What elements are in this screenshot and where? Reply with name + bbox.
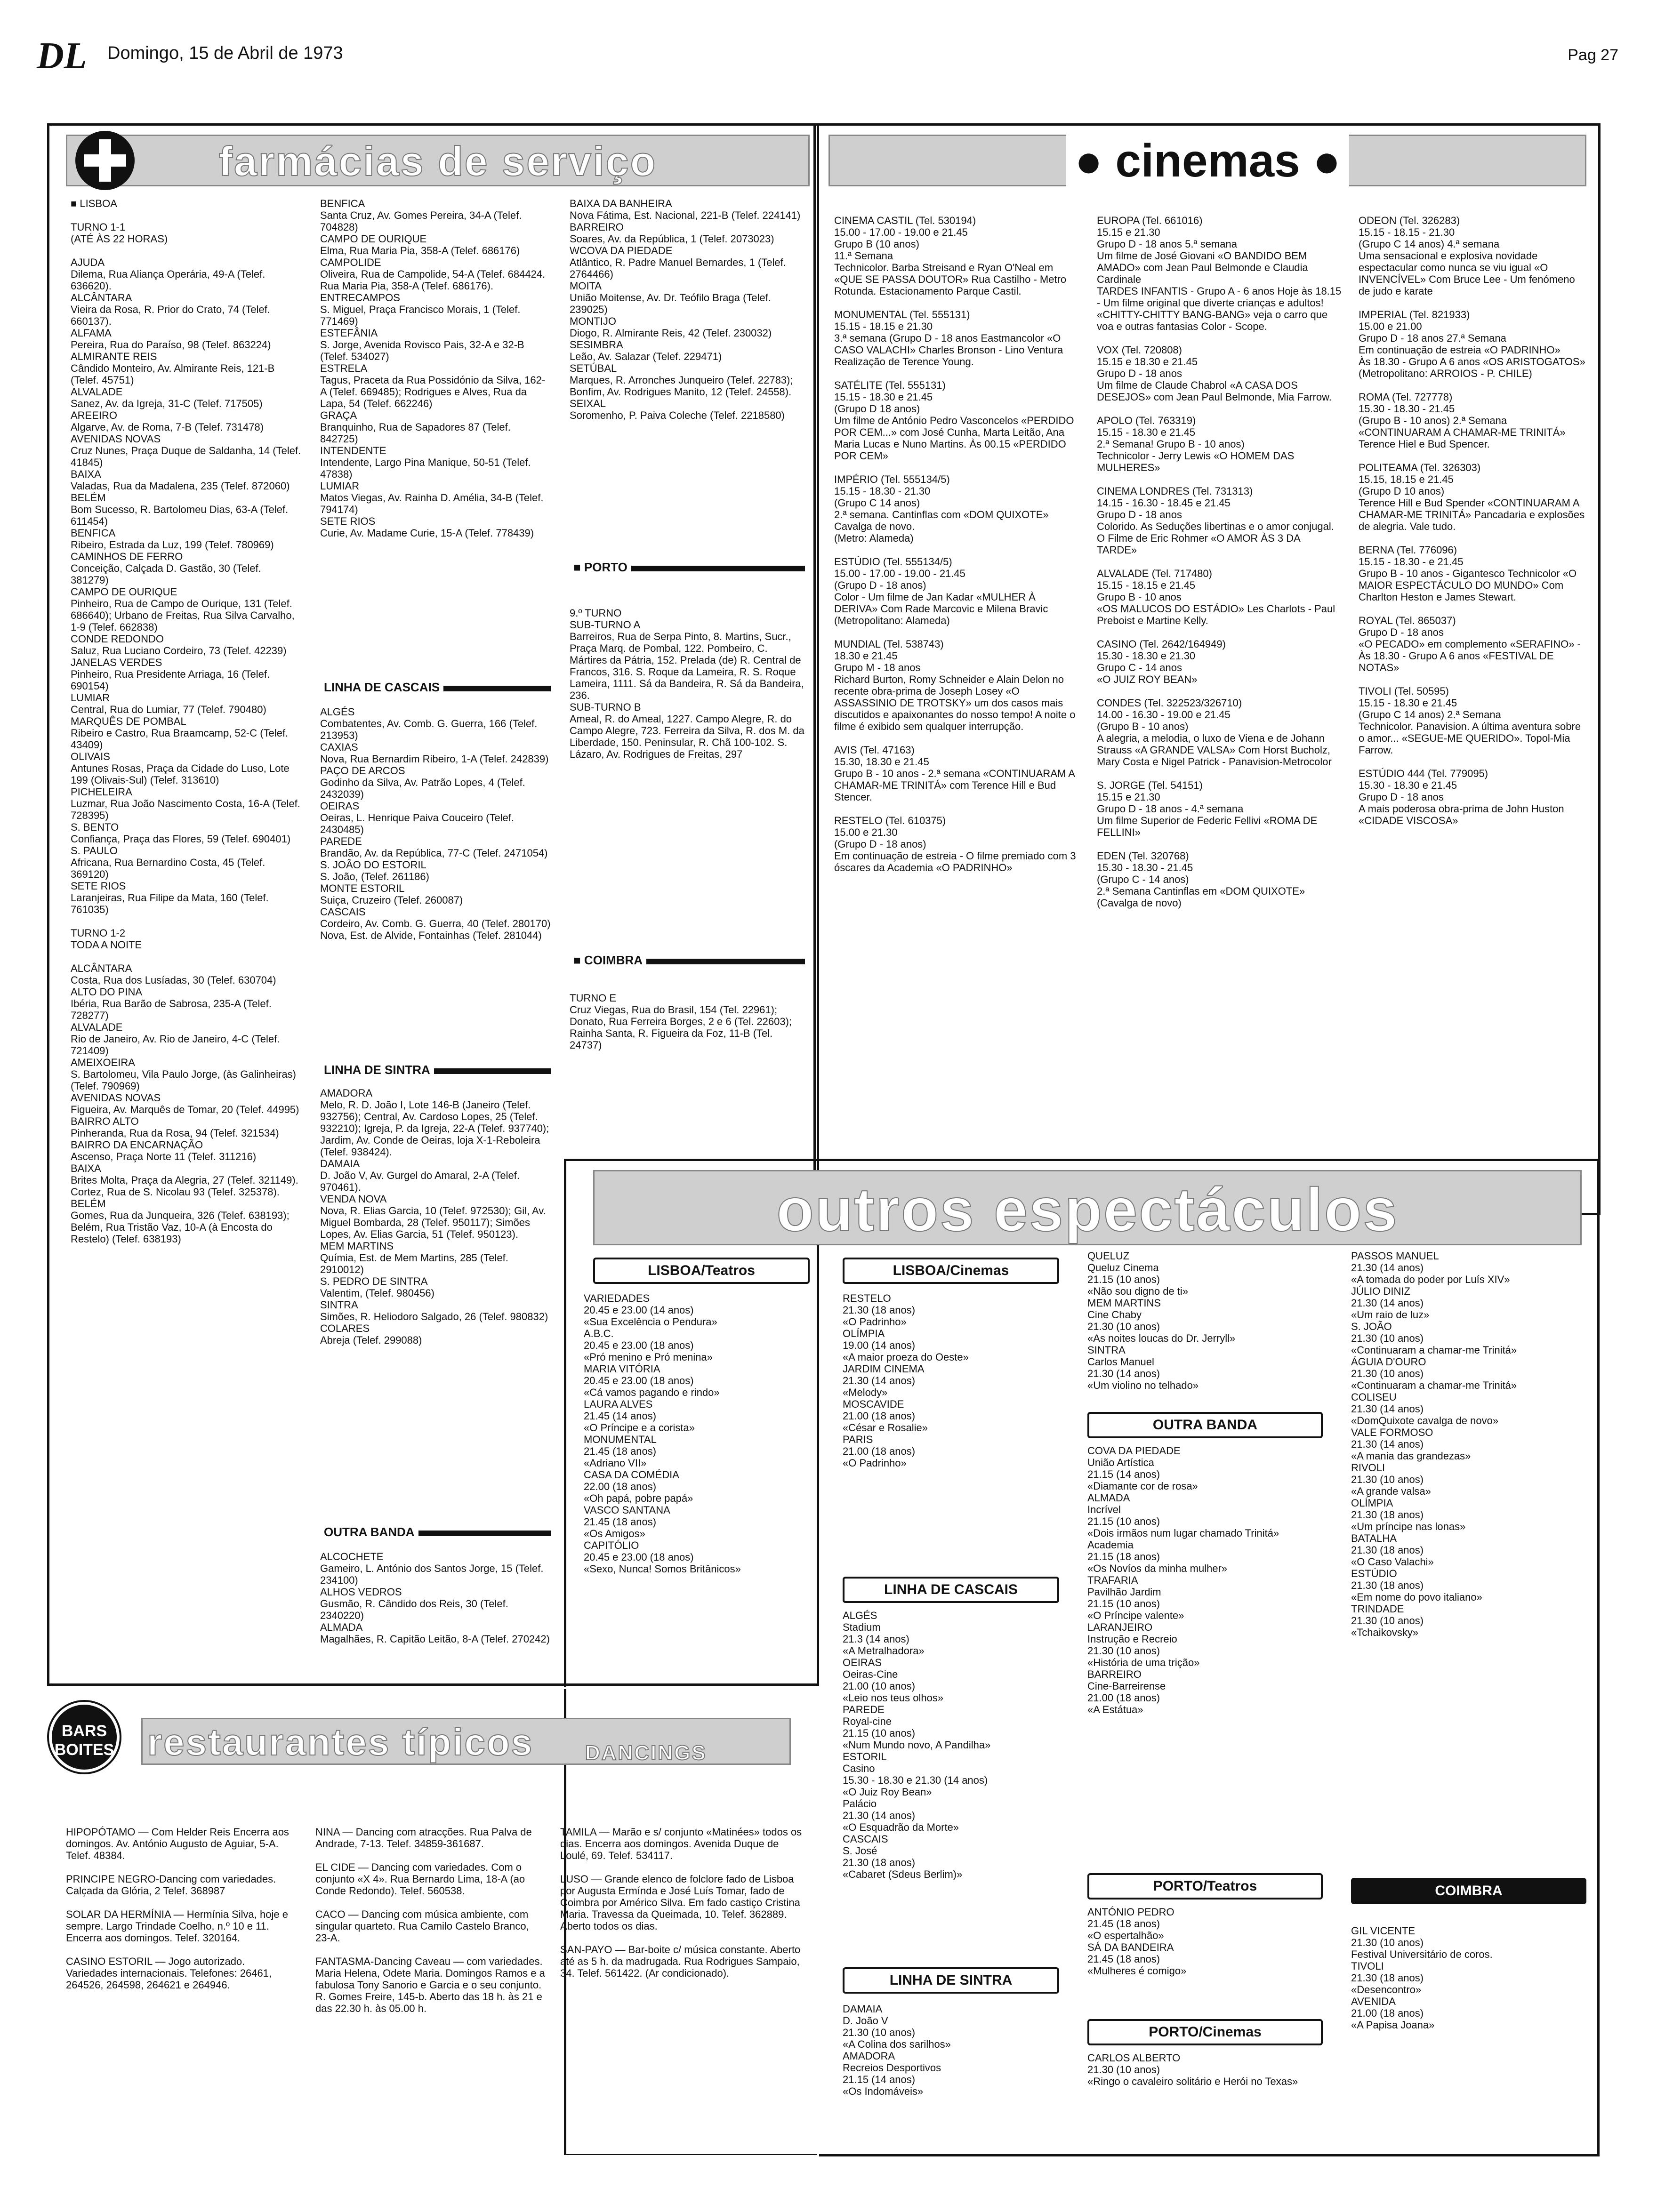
cinemas-title: ● cinemas ● (1066, 135, 1349, 186)
porto-teatros-list: ANTÓNIO PEDRO 21.45 (18 anos) «O espertalhão» SÁ DA BANDEIRA 21.45 (18 anos) «Mulheres é comigo» (1087, 1906, 1187, 1977)
cinemas-column-1: CINEMA CASTIL (Tel. 530194) 15.00 - 17.00 - 19.00 e 21.45 Grupo B (10 anos) 11.ª Semana Technicolor. Barba Streisand e Ryan O'Neal em «QUE SE PASSA DOUTOR» Rua Castilho - Metro Rotunda. Estacionamento Parque Castil. MONUMENTAL (Tel. 555131) 15.15 - 18.15 e 21.30 3.ª semana (Grupo D - 18 anos Eastmancolor «O CASO VALACHI» Charles Bronson - Lino Ventura Realização de Terence Young. SATÉLITE (Tel. 555131) 15.15 - 18.30 e 21.45 (Grupo D 18 anos) Um filme de António Pedro Vasconcelos «PERDIDO POR CEM...» com José Cunha, Marta Leitão, Ana Maria Lucas e Nuno Martins. Às 00.15 «PERDIDO POR CEM» IMPÉRIO (Tel. 555134/5) 15.15 - 18.30 - 21.30 (Grupo C 14 anos) 2.ª semana. Cantinflas com «DOM QUIXOTE» Cavalga de novo. (Metro: Alameda) ESTÚDIO (Tel. 555134/5) 15.00 - 17.00 - 19.00 - 21.45 (Grupo D - 18 anos) Color - Um filme de Jan Kadar «MULHER À DERIVA» Com Rade Marcovic e Milena Bravic (Metropolitano: Alameda) MUNDIAL (Tel. 538743) 18.30 e 21.45 Grupo M - 18 anos Richard Burton, Romy Schneider e Alain Delon no recente obra-prima de Joseph Losey «O ASSASSINIO DE TROTSKY» um dos casos mais discutidos e apaixonantes do nosso tempo! A noite o filme é exibido sem qualquer interrupção. AVIS (Tel. 47163) 15.30, 18.30 e 21.45 Grupo B - 10 anos - 2.ª semana «CONTINUARAM A CHAMAR-ME TRINITÁ» com Terence Hill e Bud Stencer. RESTELO (Tel. 610375) 15.00 e 21.30 (Grupo D - 18 anos) Em continuação de estreia - O filme premiado com 3 óscares da Academia «O PADRINHO» (834, 215, 1076, 874)
farmacias-cascais-list: ALGÉS Combatentes, Av. Comb. G. Guerra, 166 (Telef. 213953) CAXIAS Nova, Rua Bernardim Ribeiro, 1-A (Telef. 242839) PAÇO DE ARCOS Godinho da Silva, Av. Patrão Lopes, 4 (Telef. 2432039) OEIRAS Oeiras, L. Henrique Paiva Couceiro (Telef. 2430485) PAREDE Brandão, Av. da República, 77-C (Telef. 2471054) S. JOÃO DO ESTORIL S. João, (Telef. 261186) MONTE ESTORIL Suiça, Cruzeiro (Telef. 260087) CASCAIS Cordeiro, Av. Comb. G. Guerra, 40 (Telef. 280170) Nova, Est. de Alvide, Fontainhas (Telef. 281044) (320, 706, 551, 941)
outra-banda-heading: OUTRA BANDA (320, 1525, 551, 1539)
farmacias-coimbra-list: TURNO E Cruz Viegas, Rua do Brasil, 154 (Tel. 22961); Donato, Rua Ferreira Borges, 2 e 6 (Tel. 22603); Rainha Santa, R. Figueira da Foz, 11-B (Tel. 24737) (570, 992, 792, 1051)
porto-cinemas-label: PORTO/Cinemas (1087, 2019, 1323, 2045)
coimbra-heading: ■ COIMBRA (570, 953, 805, 968)
porto-heading: ■ PORTO (570, 560, 805, 575)
farmacias-column-3: BAIXA DA BANHEIRA Nova Fátima, Est. Nacional, 221-B (Telef. 224141) BARREIRO Soares, Av. da República, 1 (Telef. 2073023) WCOVA DA PIEDADE Atlântico, R. Padre Manuel Bernardes, 1 (Telef. 2764466) MOITA União Moitense, Av. Dr. Teófilo Braga (Telef. 239025) MONTIJO Diogo, R. Almirante Reis, 42 (Telef. 230032) SESIMBRA Leão, Av. Salazar (Telef. 229471) SETÚBAL Marques, R. Arronches Junqueiro (Telef. 22783); Bonfim, Av. Rodrigues Manito, 12 (Telef. 24558). SEIXAL Soromenho, P. Paiva Coleche (Telef. 2218580) (570, 198, 801, 421)
cinemas-column-3: ODEON (Tel. 326283) 15.15 - 18.15 - 21.30 (Grupo C 14 anos) 4.ª semana Uma sensacional e explosiva novidade espectacular como nunca se viu igual «O INVENCÍVEL» Com Bruce Lee - Um fenómeno de judo e karate IMPERIAL (Tel. 821933) 15.00 e 21.00 Grupo D - 18 anos 27.ª Semana Em continuação de estreia «O PADRINHO» Às 18.30 - Grupo A 6 anos «OS ARISTOGATOS» (Metropolitano: ARROIOS - P. CHILE) ROMA (Tel. 727778) 15.30 - 18.30 - 21.45 (Grupo B - 10 anos) 2.ª Semana «CONTINUARAM A CHAMAR-ME TRINITÁ» Terence Hiel e Bud Spencer. POLITEAMA (Tel. 326303) 15.15, 18.15 e 21.45 (Grupo D 10 anos) Terence Hill e Bud Spender «CONTINUARAM A CHAMAR-ME TRINITÁ» Pancadaria e explosões de alegria. Vale tudo. BERNA (Tel. 776096) 15.15 - 18.30 - e 21.45 Grupo B - 10 anos - Gigantesco Technicolor «O MAIOR ESPECTÁCULO DO MUNDO» Com Charlton Heston e James Stewart. ROYAL (Tel. 865037) Grupo D - 18 anos «O PECADO» em complemento «SERAFINO» - Às 18.30 - Grupo A 6 anos «FESTIVAL DE NOTAS» TIVOLI (Tel. 50595) 15.15 - 18.30 e 21.45 (Grupo C 14 anos) 2.ª Semana Technicolor. Panavision. A última aventura sobre o amor... «SEGUE-ME QUERIDO». Topol-Mia Farrow. ESTÚDIO 444 (Tel. 779095) 15.30 - 18.30 e 21.45 Grupo D - 18 anos A mais poderosa obra-prima de John Huston «CIDADE VISCOSA» (1359, 215, 1585, 826)
outros-column-4: PASSOS MANUEL 21.30 (14 anos) «A tomada do poder por Luís XIV» JÚLIO DINIZ 21.30 (14 anos) «Um raio de luz» S. JOÃO 21.30 (10 anos) «Continuaram a chamar-me Trinitá» ÁGUIA D'OURO 21.30 (10 anos) «Continuaram a chamar-me Trinitá» COLISEU 21.30 (14 anos) «DomQuixote cavalga de novo» VALE FORMOSO 21.30 (14 anos) «A mania das grandezas» RIVOLI 21.30 (10 anos) «A grande valsa» OLÍMPIA 21.30 (18 anos) «Um príncipe nas lonas» BATALHA 21.30 (18 anos) «O Caso Valachi» ESTÚDIO 21.30 (18 anos) «Em nome do povo italiano» TRINDADE 21.30 (10 anos) «Tchaikovsky» (1351, 1250, 1517, 1638)
linha-sintra-label: LINHA DE SINTRA (843, 1967, 1059, 1994)
lisboa-cinemas-list: RESTELO 21.30 (18 anos) «O Padrinho» OLÍMPIA 19.00 (14 anos) «A maior proeza do Oeste» JARDIM CINEMA 21.30 (14 anos) «Melody» MOSCAVIDE 21.00 (18 anos) «César e Rosalie» PARIS 21.00 (18 anos) «O Padrinho» (843, 1292, 969, 1469)
bars-column-1: HIPOPÓTAMO — Com Helder Reis Encerra aos domingos. Av. António Augusto de Aguiar, 5-A. Telef. 48384. PRINCIPE NEGRO-Dancing com variedades. Calçada da Glória, 2 Telef. 368987 SOLAR DA HERMÍNIA — Hermínia Silva, hoje e sempre. Largo Trindade Coelho, n.º 10 e 11. Encerra aos domingos. Telef. 320164. CASINO ESTORIL — Jogo autorizado. Variedades internacionais. Telefones: 26461, 264526, 264598, 264621 e 264946. (66, 1826, 289, 1991)
bars-column-3: TAMILA — Marão e s/ conjunto «Matinées» todos os dias. Encerra aos domingos. Avenida Duque de Loulé, 69. Telef. 534117. LUSO — Grande elenco de folclore fado de Lisboa por Augusta Ermínda e José Luís Tomar, fado de Coimbra por Américo Silva. Em fado castiço Cristina Maria. Travessa da Queimada, 10. Telef. 362889. Aberto todos os dias. SAN-PAYO — Bar-boite c/ música constante. Aberto até as 5 h. da madrugada. Rua Rodrigues Sampaio, 34. Telef. 561422. (Ar condicionado). (560, 1826, 802, 1979)
bars-column-2: NINA — Dancing com atracções. Rua Palva de Andrade, 7-13. Telef. 34859-361687. EL CIDE — Dancing com variedades. Com o conjunto «X 4». Rua Bernardo Lima, 18-A (ao Conde Redondo). Telef. 560538. CACO — Dancing com música ambiente, com singular quarteto. Rua Camilo Castelo Branco, 23-A. FANTASMA-Dancing Caveau — com variedades. Maria Helena, Odete Maria. Domingos Ramos e a fabulosa Tony Sanorio e Garcia e o seu conjunto. R. Gomes Freire, 145-b. Aberto das 18 h. às 21 e das 22.30 h. às 05.00 h. (315, 1826, 545, 2014)
cinemas-column-2: EUROPA (Tel. 661016) 15.15 e 21.30 Grupo D - 18 anos 5.ª semana Um filme de José Giovani «O BANDIDO BEM AMADO» com Jean Paul Belmonde e Claudia Cardinale TARDES INFANTIS - Grupo A - 6 anos Hoje às 18.15 - Um filme original que diverte crianças e adultos! «CHITTY-CHITTY BANG-BANG» veja o carro que voa e outras fantasias Color - Scope. VOX (Tel. 720808) 15.15 e 18.30 e 21.45 Grupo D - 18 anos Um filme de Claude Chabrol «A CASA DOS DESEJOS» com Jean Paul Belmonde, Mia Farrow. APOLO (Tel. 763319) 15.15 - 18.30 e 21.45 2.ª Semana! Grupo B - 10 anos) Technicolor - Jerry Lewis «O HOMEM DAS MULHERES» CINEMA LONDRES (Tel. 731313) 14.15 - 16.30 - 18.45 e 21.45 Grupo D - 18 anos Colorido. As Seduções libertinas e o amor conjugal. O Filme de Eric Rohmer «O AMOR ÀS 3 DA TARDE» ALVALADE (Tel. 717480) 15.15 - 18.15 e 21.45 Grupo B - 10 anos «OS MALUCOS DO ESTÁDIO» Les Charlots - Paul Preboist e Martine Kelly. CASINO (Tel. 2642/164949) 15.30 - 18.30 e 21.30 Grupo C - 14 anos «O JUIZ ROY BEAN» CONDES (Tel. 322523/326710) 14.00 - 16.30 - 19.00 e 21.45 (Grupo B - 10 anos) A alegria, a melodia, o luxo de Viena e de Johann Strauss «A GRANDE VALSA» Com Horst Bucholz, Mary Costa e Nigel Patrick - Panavision-Metrocolor S. JORGE (Tel. 54151) 15.15 e 21.30 Grupo D - 18 anos - 4.ª semana Um filme Superior de Federic Fellivi «ROMA DE FELLINI» EDEN (Tel. 320768) 15.30 - 18.30 - 21.45 (Grupo C - 14 anos) 2.ª Semana Cantinflas em «DOM QUIXOTE» (Cavalga de novo) (1097, 215, 1342, 909)
newspaper-logo: DL (37, 35, 87, 77)
coimbra-label: COIMBRA (1351, 1878, 1586, 1904)
outra-banda-label: OUTRA BANDA (1087, 1412, 1323, 1438)
page-number: Pag 27 (1568, 46, 1618, 64)
outros-title: outros espectáculos (776, 1175, 1399, 1244)
farmacias-column-2: BENFICA Santa Cruz, Av. Gomes Pereira, 34-A (Telef. 704828) CAMPO DE OURIQUE Elma, Rua Maria Pia, 358-A (Telef. 686176) CAMPOLIDE Oliveira, Rua de Campolide, 54-A (Telef. 684424. Rua Maria Pia, 358-A (Telef. 686176). ENTRECAMPOS S. Miguel, Praça Francisco Morais, 1 (Telef. 771469) ESTEFÂNIA S. Jorge, Avenida Rovisco Pais, 32-A e 32-B (Telef. 534027) ESTRELA Tagus, Praceta da Rua Possidónio da Silva, 162-A (Telef. 669485); Rodrigues e Alves, Rua da Lapa, 54 (Telef. 662246) GRAÇA Branquinho, Rua de Sapadores 87 (Telef. 842725) INTENDENTE Intendente, Largo Pina Manique, 50-51 (Telef. 47838) LUMIAR Matos Viegas, Av. Rainha D. Amélia, 34-B (Telef. 794174) SETE RIOS Curie, Av. Madame Curie, 15-A (Telef. 778439) (320, 198, 546, 539)
farmacias-banner (66, 135, 810, 186)
lisboa-teatros-list: VARIEDADES 20.45 e 23.00 (14 anos) «Sua Excelência o Pendura» A.B.C. 20.45 e 23.00 (18 anos) «Pró menino e Pró menina» MARIA VITÓRIA 20.45 e 23.00 (18 anos) «Cá vamos pagando e rindo» LAURA ALVES 21.45 (14 anos) «O Príncipe e a corista» MONUMENTAL 21.45 (18 anos) «Adriano VII» CASA DA COMÉDIA 22.00 (18 anos) «Oh papá, pobre papá» VASCO SANTANA 21.45 (18 anos) «Os Amigos» CAPITÓLIO 20.45 e 23.00 (18 anos) «Sexo, Nunca! Somos Britânicos» (584, 1292, 741, 1575)
farmacias-title: farmácias de serviço (218, 138, 657, 184)
linha-cascais-heading: LINHA DE CASCAIS (320, 680, 551, 695)
porto-cinemas-list: CARLOS ALBERTO 21.30 (10 anos) «Ringo o cavaleiro solitário e Herói no Texas» (1087, 2052, 1298, 2087)
pharmacy-cross-icon (75, 131, 135, 190)
dancings-subtitle: DANCINGS (585, 1741, 707, 1764)
restaurantes-title: restaurantes típicos (147, 1721, 534, 1763)
farmacias-sintra-list: AMADORA Melo, R. D. João I, Lote 146-B (Janeiro (Telef. 932756); Central, Av. Cardoso Lopes, 25 (Telef. 932210); Igreja, P. da Igreja, 22-A (Telef. 937740); Jardim, Av. Conde de Oeiras, loja X-1-Reboleira (Telef. 938424). DAMAIA D. João V, Av. Gurgel do Amaral, 2-A (Telef. 970461). VENDA NOVA Nova, R. Elias Garcia, 10 (Telef. 972530); Gil, Av. Miguel Bombarda, 28 (Telef. 950117); Simões Lopes, Av. Elias Garcia, 51 (Telef. 950123). MEM MARTINS Químia, Est. de Mem Martins, 285 (Telef. 2910012) S. PEDRO DE SINTRA Valentim, (Telef. 980456) SINTRA Simões, R. Heliodoro Salgado, 26 (Telef. 980832) COLARES Abreja (Telef. 299088) (320, 1087, 549, 1346)
farmacias-column-1: ■ LISBOA TURNO 1-1 (ATÉ ÀS 22 HORAS) AJUDA Dilema, Rua Aliança Operária, 49-A (Telef. 636620). ALCÂNTARA Vieira da Rosa, R. Prior do Crato, 74 (Telef. 660137). ALFAMA Pereira, Rua do Paraíso, 98 (Telef. 863224) ALMIRANTE REIS Cândido Monteiro, Av. Almirante Reis, 121-B (Telef. 45751) ALVALADE Sanez, Av. da Igreja, 31-C (Telef. 717505) AREEIRO Algarve, Av. de Roma, 7-B (Telef. 731478) AVENIDAS NOVAS Cruz Nunes, Praça Duque de Saldanha, 14 (Telef. 41845) BAIXA Valadas, Rua da Madalena, 235 (Telef. 872060) BELÉM Bom Sucesso, R. Bartolomeu Dias, 63-A (Telef. 611454) BENFICA Ribeiro, Estrada da Luz, 199 (Telef. 780969) CAMINHOS DE FERRO Conceição, Calçada D. Gastão, 30 (Telef. 381279) CAMPO DE OURIQUE Pinheiro, Rua de Campo de Ourique, 131 (Telef. 686640); Urbano de Freitas, Rua Silva Carvalho, 1-9 (Telef. 662838) CONDE REDONDO Saluz, Rua Luciano Cordeiro, 73 (Telef. 42239) JANELAS VERDES Pinheiro, Rua Presidente Arriaga, 16 (Telef. 690154) LUMIAR Central, Rua do Lumiar, 77 (Telef. 790480) MARQUÊS DE POMBAL Ribeiro e Castro, Rua Braamcamp, 52-C (Telef. 43409) OLIVAIS Antunes Rosas, Praça da Cidade do Luso, Lote 199 (Olivais-Sul) (Telef. 313610) PICHELEIRA Luzmar, Rua João Nascimento Costa, 16-A (Telef. 728395) S. BENTO Confiança, Praça das Flores, 59 (Telef. 690401) S. PAULO Africana, Rua Bernardino Costa, 45 (Telef. 369120) SETE RIOS Laranjeiras, Rua Filipe da Mata, 160 (Telef. 761035) TURNO 1-2 TODA A NOITE ALCÂNTARA Costa, Rua dos Lusíadas, 30 (Telef. 630704) ALTO DO PINA Ibéria, Rua Barão de Sabrosa, 235-A (Telef. 728277) ALVALADE Rio de Janeiro, Av. Rio de Janeiro, 4-C (Telef. 721409) AMEIXOEIRA S. Bartolomeu, Vila Paulo Jorge, (às Galinheiras) (Telef. 790969) AVENIDAS NOVAS Figueira, Av. Marquês de Tomar, 20 (Telef. 44995) BAIRRO ALTO Pinheranda, Rua da Rosa, 94 (Telef. 321534) BAIRRO DA ENCARNAÇÃO Ascenso, Praça Norte 11 (Telef. 311216) BAIXA Brites Molta, Praça da Alegria, 27 (Telef. 321149). Cortez, Rua de S. Nicolau 93 (Telef. 325378). BELÉM Gomes, Rua da Junqueira, 326 (Telef. 638193); Belém, Rua Tristão Vaz, 10-A (à Encosta do Restelo) (Telef. 638193) (71, 198, 301, 1245)
farmacias-outra-banda-list: ALCOCHETE Gameiro, L. António dos Santos Jorge, 15 (Telef. 234100) ALHOS VEDROS Gusmão, R. Cândido dos Reis, 30 (Telef. 2340220) ALMADA Magalhães, R. Capitão Leitão, 8-A (Telef. 270242) (320, 1551, 550, 1645)
bars-boites-badge: BARS BOITES (49, 1702, 120, 1772)
issue-date: Domingo, 15 de Abril de 1973 (107, 43, 343, 63)
linha-sintra-heading: LINHA DE SINTRA (320, 1063, 551, 1077)
lisboa-cinemas-label: LISBOA/Cinemas (843, 1258, 1059, 1284)
linha-cascais-label: LINHA DE CASCAIS (843, 1577, 1059, 1603)
lisboa-teatros-label: LISBOA/Teatros (593, 1258, 810, 1284)
linha-cascais-list: ALGÉS Stadium 21.3 (14 anos) «A Metralhadora» OEIRAS Oeiras-Cine 21.00 (10 anos) «Leio nos teus olhos» PAREDE Royal-cine 21.15 (10 anos) «Num Mundo novo, A Pandilha» ESTORIL Casino 15.30 - 18.30 e 21.30 (14 anos) «O Juiz Roy Bean» Palácio 21.30 (14 anos) «O Esquadrão da Morte» CASCAIS S. José 21.30 (18 anos) «Cabaret (Sdeus Berlim)» (843, 1610, 991, 1880)
outros-column-3: QUELUZ Queluz Cinema 21.15 (10 anos) «Não sou digno de ti» MEM MARTINS Cine Chaby 21.30 (10 anos) «As noites loucas do Dr. Jerryll» SINTRA Carlos Manuel 21.30 (14 anos) «Um violino no telhado» (1087, 1250, 1236, 1391)
page-header (37, 35, 1618, 77)
farmacias-porto-list: 9.º TURNO SUB-TURNO A Barreiros, Rua de Serpa Pinto, 8. Martins, Sucr., Praça Marq. de Pombal, 122. Pombeiro, C. Mártires da Pátria, 152. Prelada (de) R. Central de Francos, 316. S. Roque da Lameira, R. S. Roque Lameira, 1111. Sá da Bandeira, R. Sá da Bandeira, 236. SUB-TURNO B Ameal, R. do Ameal, 1227. Campo Alegre, R. do Campo Alegre, 723. Ferreira da Silva, R. dos M. da Liberdade, 150. Peninsular, R. Chã 100-102. S. Lázaro, Av. Rodrigues de Freitas, 297 (570, 607, 804, 760)
linha-sintra-list: DAMAIA D. João V 21.30 (10 anos) «A Colina dos sarilhos» AMADORA Recreios Desportivos 21.15 (14 anos) «Os Indomáveis» (843, 2003, 951, 2097)
porto-teatros-label: PORTO/Teatros (1087, 1873, 1323, 1899)
restaurantes-banner (141, 1718, 791, 1765)
coimbra-list: GIL VICENTE 21.30 (10 anos) Festival Universitário de coros. TIVOLI 21.30 (18 anos) «Desencontro» AVENIDA 21.00 (18 anos) «A Papisa Joana» (1351, 1925, 1493, 2031)
outra-banda-list: COVA DA PIEDADE União Artística 21.15 (14 anos) «Diamante cor de rosa» ALMADA Incrível 21.15 (10 anos) «Dois irmãos num lugar chamado Trinitá» Academia 21.15 (18 anos) «Os Novíos da minha mulher» TRAFARIA Pavilhão Jardim 21.15 (10 anos) «O Príncipe valente» LARANJEIRO Instrução e Recreio 21.30 (10 anos) «História de uma trição» BARREIRO Cine-Barreirense 21.00 (18 anos) «A Estátua» (1087, 1445, 1279, 1715)
outros-banner (593, 1170, 1582, 1245)
